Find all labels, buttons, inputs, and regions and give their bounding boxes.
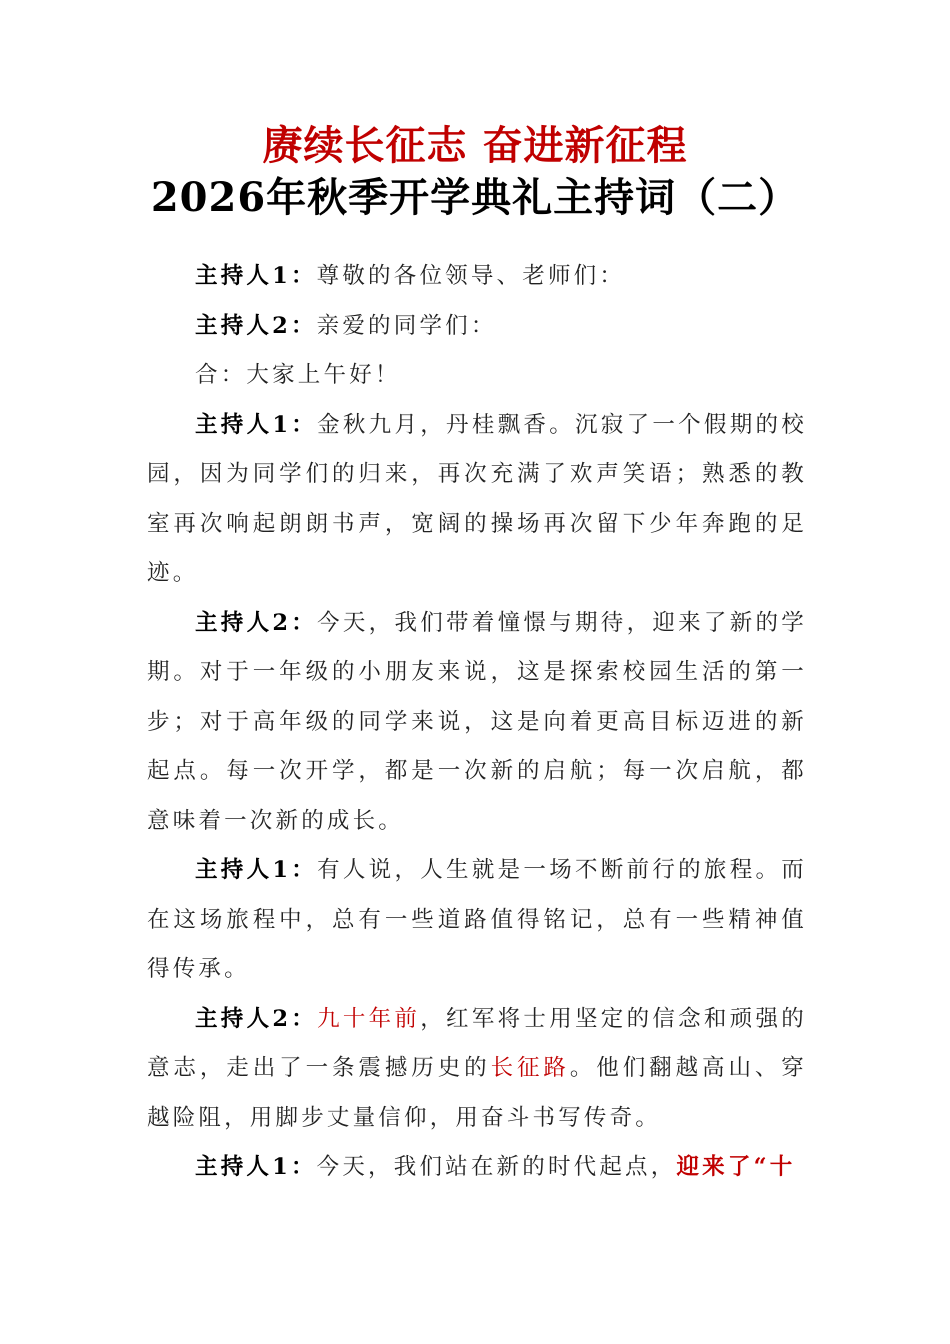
- paragraph: [147, 1143, 807, 1193]
- speaker-label: 主持人2：: [195, 312, 317, 339]
- speaker-label: 主持人1：: [195, 411, 318, 438]
- paragraph-text: 。他们翻越高山、穿越险阻，用脚步丈量信仰，用奋斗书写传奇。: [147, 1055, 807, 1131]
- paragraph-text: 今天，我们站在新的时代起点，: [316, 1154, 677, 1180]
- speaker-label: 主持人2：: [195, 609, 318, 636]
- highlight-text: 长征路: [490, 1055, 570, 1081]
- speaker-label: 主持人1：: [195, 857, 318, 883]
- paragraph: [147, 302, 807, 352]
- paragraph: [147, 401, 807, 599]
- speaker-label: 主持人1：: [195, 263, 317, 289]
- paragraph-text: ，红军将士用坚定的信念和顽强的意志，走出了一条震撼历史的: [147, 1005, 807, 1081]
- paragraph: [147, 599, 807, 847]
- paragraph-text: 有人说，人生就是一场不断前行的旅程。而在这场旅程中，总有一些道路值得铭记，总有一些精神值得传承。: [147, 857, 807, 982]
- paragraph-text: 合：大家上午好！: [195, 362, 401, 388]
- paragraph: [147, 252, 807, 302]
- speaker-label: 主持人2：: [195, 1005, 318, 1032]
- paragraph: [147, 351, 807, 401]
- document-subtitle: 2026年秋季开学典礼主持词（二）: [150, 174, 800, 221]
- paragraph-text: 亲爱的同学们：: [316, 312, 497, 339]
- paragraph: [147, 995, 807, 1144]
- document-title: 赓续长征志 奋进新征程: [262, 122, 688, 169]
- highlight-text: 九十年前: [317, 1005, 421, 1032]
- document-body: [147, 252, 807, 1193]
- paragraph-text: 尊敬的各位领导、老师们：: [316, 263, 626, 289]
- speaker-label: 主持人1：: [195, 1154, 317, 1180]
- highlight-text: 迎来了“十: [676, 1154, 796, 1180]
- paragraph-text: 金秋九月，丹桂飘香。沉寂了一个假期的校园，因为同学们的归来，再次充满了欢声笑语；熟悉的教室再次响起朗朗书声，宽阔的操场再次留下少年奔跑的足迹。: [147, 411, 807, 586]
- paragraph-text: 今天，我们带着憧憬与期待，迎来了新的学期。对于一年级的小朋友来说，这是探索校园生活的第一步；对于高年级的同学来说，这是向着更高目标迈进的新起点。每一次开学，都是一次新的启航；每一次启航，都意味着一次新的成长。: [147, 609, 807, 834]
- paragraph: [147, 846, 807, 995]
